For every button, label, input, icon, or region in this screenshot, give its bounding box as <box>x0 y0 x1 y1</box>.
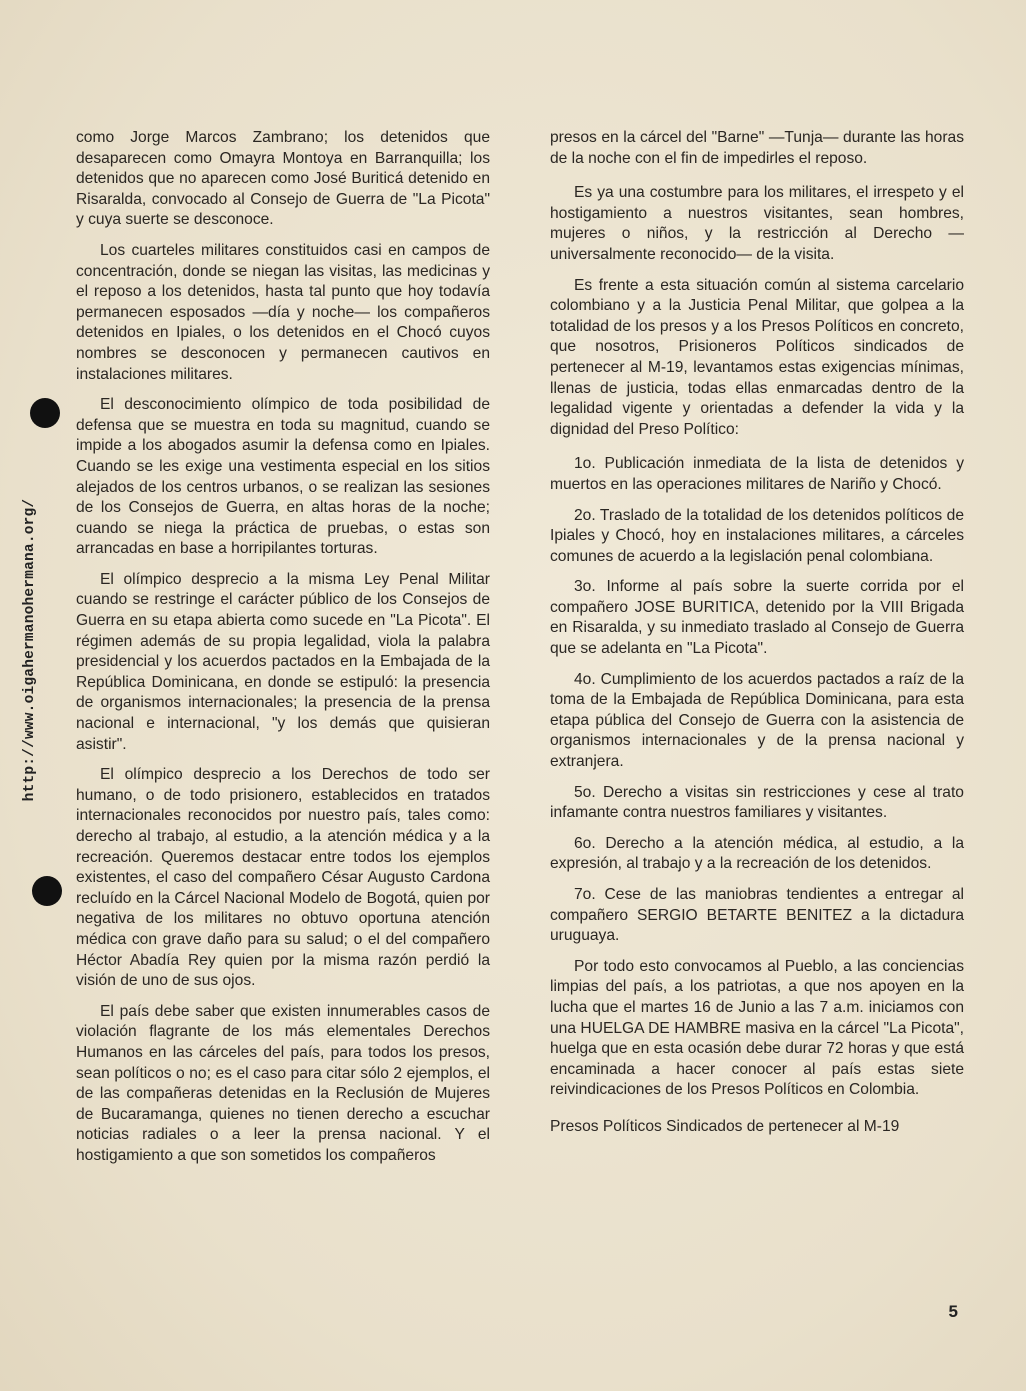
right-column <box>550 128 964 1148</box>
right-intro-1: presos en la cárcel del "Barne" —Tunja— durante las horas de la noche con el fin de impedirles el reposo. <box>550 129 964 167</box>
side-url-text: http://www.oigahermanohermana.org/ <box>22 498 38 802</box>
left-paragraph-2: Los cuarteles militares constituidos casi en campos de concentración, donde se niegan las visitas, las medicinas y el reposo a los detenidos, hasta tal punto que hoy todavía permanecen esposados —día y noche— los compañeros detenidos en Ipiales, o los detenidos en el Chocó cuyos nombres se desconocen y permanecen cautivos en instalaciones militares. <box>76 241 490 383</box>
signature-line: Presos Políticos Sindicados de pertenecer al M-19 <box>550 1117 900 1135</box>
left-paragraph-6: El país debe saber que existen innumerables casos de violación flagrante de los más elementales Derechos Humanos en las cárceles del país, para todos los presos, sean políticos o no; es el caso para citar sólo 2 ejemplos, el de las compañeras detenidas en la Reclusión de Mujeres de Bucaramanga, quienes no tienen derecho a escuchar noticias radiales o a leer la prensa nacional. Y el hostigamiento a que son sometidos los compañeros <box>76 1002 490 1164</box>
demand-item-5: 5o. Derecho a visitas sin restricciones y cese al trato infamante contra nuestros familiares y visitantes. <box>550 783 964 822</box>
closing-paragraph: Por todo esto convocamos al Pueblo, a las conciencias limpias del país, a los patriotas, a que nos apoyen en la lucha que el martes 16 de Junio a las 7 a.m. iniciamos con una HUELGA DE HAMBRE masiva en la cárcel "La Picota", huelga que en esta ocasión debe durar 72 horas y que está encaminada a hacer conocer al país estas siete reivindicaciones de los Presos Políticos en Colombia. <box>550 957 964 1099</box>
left-paragraph-3: El desconocimiento olímpico de toda posibilidad de defensa que se muestra en toda su magnitud, cuando se impide a los abogados asumir la defensa como en Ipiales. Cuando se les exige una vestimenta especial en los sitios alejados de los centros urbanos, o se realizan las sesiones de los Consejos de Guerra, en altas horas de la noche; cuando se niega la práctica de pruebas, o estas son arrancadas en base a horripilantes torturas. <box>76 396 490 558</box>
left-paragraph-5: El olímpico desprecio a los Derechos de todo ser humano, o de todo prisionero, establecidos en tratados internacionales reconocidos por nuestro país, tales como: derecho al trabajo, al estudio, a la atención médica y a la recreación. Queremos destacar entre todos los ejemplos existentes, el caso del compañero César Augusto Cardona recluído en la Cárcel Nacional Modelo de Bogotá, quien por negativa de los militares no obtuvo oportuna atención médica con grave daño para su salud; o el del compañero Héctor Abadía Rey quien por la misma razón perdió la visión de uno de sus ojos. <box>76 766 490 990</box>
demand-item-4: 4o. Cumplimiento de los acuerdos pactados a raíz de la toma de la Embajada de República Dominicana, para esta etapa pública del Consejo de Guerra con la asistencia de organismos internacionales y de la prensa nacional y extranjera. <box>550 670 964 771</box>
binder-hole-top <box>30 398 60 428</box>
right-intro-3: Es frente a esta situación común al sistema carcelario colombiano y a la Justicia Penal Militar, que golpea a la totalidad de los presos y a los Presos Políticos en concreto, que nosotros, Prisioneros Políticos sindicados de pertenecer al M-19, levantamos estas exigencias mínimas, llenas de justicia, todas ellas enmarcadas dentro de la legalidad vigente y orientadas a defender la vida y la dignidad del Preso Político: <box>550 276 964 438</box>
demand-item-1: 1o. Publicación inmediata de la lista de detenidos y muertos en las operaciones militares de Nariño y Chocó. <box>550 455 964 493</box>
demand-item-7: 7o. Cese de las maniobras tendientes a entregar al compañero SERGIO BETARTE BENITEZ a la dictadura uruguaya. <box>550 886 964 945</box>
right-intro-2: Es ya una costumbre para los militares, el irrespeto y el hostigamiento a nuestros visitantes, sean hombres, mujeres o niños, y la restricción al Derecho —universalmente reconocido— de la visita. <box>550 184 964 263</box>
page-number: 5 <box>948 1302 958 1321</box>
left-column <box>76 128 490 1177</box>
left-paragraph-4: El olímpico desprecio a la misma Ley Penal Militar cuando se restringe el carácter público de los Consejos de Guerra en su etapa abierta como sucede en "La Picota". El régimen además de su propia legalidad, viola la palabra presidencial y los acuerdos pactados en la Embajada de la República Dominicana, en donde se estipuló: la presencia de organismos internacionales; la presencia de la prensa nacional e internacional, "y los demás que quisieran asistir". <box>76 570 490 753</box>
side-url-stamp <box>18 500 42 800</box>
binder-hole-bottom <box>32 876 62 906</box>
left-paragraph-1: como Jorge Marcos Zambrano; los detenidos que desaparecen como Omayra Montoya en Barranquilla; los detenidos que no aparecen como José Buriticá detenido en Risaralda, convocado al Consejo de Guerra de "La Picota" y cuya suerte se desconoce. <box>76 129 490 229</box>
demand-item-6: 6o. Derecho a la atención médica, al estudio, a la expresión, al trabajo y a la recreación de los detenidos. <box>550 834 964 873</box>
demand-item-3: 3o. Informe al país sobre la suerte corrida por el compañero JOSE BURITICA, detenido por la VIII Brigada en Risaralda, y su inmediato traslado al Consejo de Guerra que se adelanta en "La Picota". <box>550 578 964 658</box>
demand-item-2: 2o. Traslado de la totalidad de los detenidos políticos de Ipiales y Chocó, hoy en instalaciones militares, a cárceles comunes de acuerdo a la legislación penal colombiana. <box>550 506 964 565</box>
